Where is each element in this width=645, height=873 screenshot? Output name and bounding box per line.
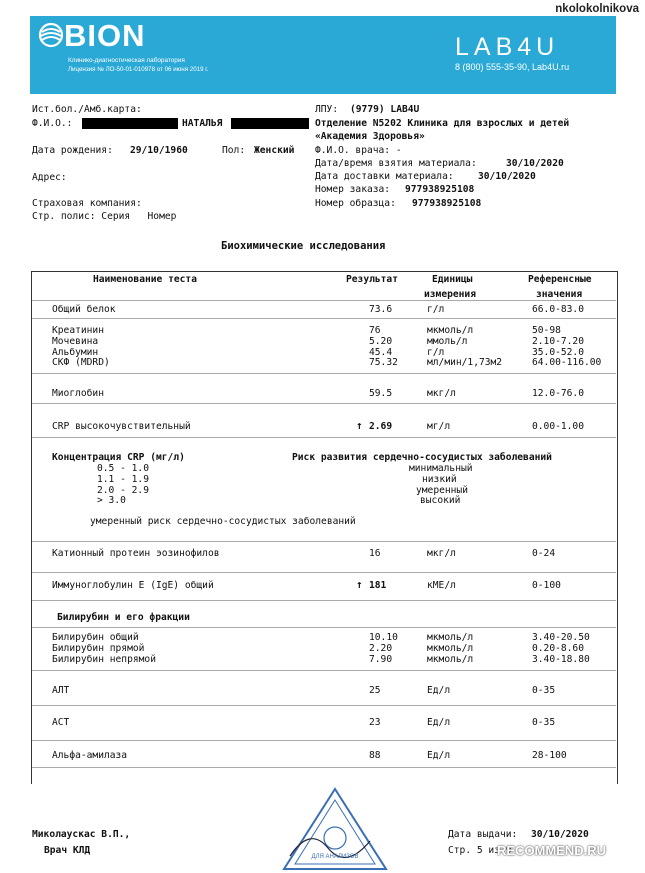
sample-number-label: Номер образца: (315, 198, 396, 209)
doctor-label: Ф.И.О. врача: - (315, 145, 402, 156)
test-unit: кМЕ/л (427, 580, 456, 591)
test-ref: 0-100 (532, 580, 561, 591)
lpu-label: ЛПУ: (315, 104, 339, 115)
row-divider (32, 572, 616, 573)
row-divider (32, 705, 616, 706)
bion-logo-icon (38, 22, 64, 48)
section-title: Биохимические исследования (221, 240, 386, 252)
test-value: 23 (369, 717, 381, 728)
test-name: Билирубин непрямой (52, 654, 156, 665)
test-ref: 0.00-1.00 (532, 421, 584, 432)
test-ref: 28-100 (532, 750, 567, 761)
insurance-label: Страховая компания: (32, 198, 142, 209)
row-divider (32, 403, 616, 404)
lab-stamp-icon (280, 786, 390, 872)
test-ref: 0.20-8.60 (532, 643, 584, 654)
test-unit: мкмоль/л (427, 654, 474, 665)
test-name: Иммуноглобулин Е (IgE) общий (52, 580, 214, 591)
test-ref: 0-35 (532, 685, 556, 696)
test-ref: 2.10-7.20 (532, 336, 584, 347)
test-name: CRP высокочувствительный (52, 421, 191, 432)
test-name: Альбумин (52, 347, 99, 358)
fio-value: НАТАЛЬЯ (182, 118, 223, 129)
crp-risk: высокий (420, 495, 461, 506)
test-value: 2.20 (369, 643, 393, 654)
test-name: Креатинин (52, 325, 104, 336)
test-unit: мкг/л (427, 388, 456, 399)
test-ref: 35.0-52.0 (532, 347, 584, 358)
test-unit: мг/л (427, 421, 451, 432)
column-header-units-1: Единицы (432, 274, 473, 285)
test-ref: 0-24 (532, 548, 556, 559)
bion-subtitle: Клинико-диагностическая лаборатория (68, 57, 185, 64)
test-name: Билирубин общий (52, 632, 139, 643)
stamp-text: ДЛЯ АНАЛИЗОВ (311, 854, 359, 860)
crp-risk-header-conc: Концентрация CRP (мг/л) (52, 452, 185, 463)
test-name: Миоглобин (52, 388, 104, 399)
page-number: Стр. 5 из 9 (448, 845, 512, 856)
bilirubin-section-title: Билирубин и его фракции (57, 612, 190, 623)
row-divider (32, 767, 616, 768)
test-unit: мл/мин/1,73м2 (427, 357, 503, 368)
test-unit: мкмоль/л (427, 643, 474, 654)
department-line-2: «Академия Здоровья» (315, 131, 425, 142)
test-unit: Ед/л (427, 685, 451, 696)
test-name: Катионный протеин эозинофилов (52, 548, 220, 559)
bion-license: Лицензия № ЛО-50-01-010978 от 06 июня 2019 г. (68, 66, 209, 73)
high-flag-arrow: ↑ (356, 578, 363, 591)
fio-label: Ф.И.О.: (32, 118, 73, 129)
address-label: Адрес: (32, 172, 67, 183)
test-name: АЛТ (52, 685, 70, 696)
collect-value: 30/10/2020 (506, 158, 564, 169)
test-value: 45.4 (369, 347, 393, 358)
test-value: 2.69 (369, 421, 393, 432)
test-unit: г/л (427, 304, 445, 315)
crp-risk-header-risk: Риск развития сердечно-сосудистых заболеваний (292, 452, 552, 463)
collect-label: Дата/время взятия материала: (315, 158, 477, 169)
lpu-value: (9779) LAB4U (350, 104, 420, 115)
crp-conclusion: умеренный риск сердечно-сосудистых заболеваний (90, 516, 356, 527)
row-divider (32, 740, 616, 741)
test-value: 88 (369, 750, 381, 761)
test-unit: мкмоль/л (427, 325, 474, 336)
username-watermark: nkolokolnikova (555, 3, 639, 15)
crp-range: 0.5 - 1.0 (97, 463, 149, 474)
test-name: Общий белок (52, 304, 116, 315)
test-unit: мкмоль/л (427, 632, 474, 643)
row-divider (32, 373, 616, 374)
order-number-value: 977938925108 (405, 184, 475, 195)
order-number-label: Номер заказа: (315, 184, 391, 195)
crp-range: 2.0 - 2.9 (97, 485, 149, 496)
issue-date-label: Дата выдачи: (448, 829, 518, 840)
test-value: 16 (369, 548, 381, 559)
issue-date-value: 30/10/2020 (531, 829, 589, 840)
test-name: Мочевина (52, 336, 99, 347)
card-label: Ист.бол./Амб.карта: (32, 104, 142, 115)
test-unit: мкг/л (427, 548, 456, 559)
doctor-name: Миколаускас В.П., (32, 829, 131, 840)
lab4u-logo-text: LAB4U (455, 33, 560, 61)
test-value: 181 (369, 580, 387, 591)
column-header-units-2: измерения (424, 289, 476, 300)
column-header-result: Результат (346, 274, 398, 285)
results-table (31, 271, 618, 784)
crp-risk: умеренный (416, 485, 468, 496)
test-unit: Ед/л (427, 750, 451, 761)
test-name: Альфа-амилаза (52, 750, 128, 761)
test-ref: 3.40-20.50 (532, 632, 590, 643)
dob-label: Дата рождения: (32, 145, 113, 156)
test-value: 75.32 (369, 357, 398, 368)
crp-range: > 3.0 (97, 495, 126, 506)
department-line-1: Отделение N5202 Клиника для взрослых и детей (315, 118, 570, 129)
test-ref: 12.0-76.0 (532, 388, 584, 399)
delivery-value: 30/10/2020 (478, 171, 536, 182)
test-value: 73.6 (369, 304, 393, 315)
test-ref: 0-35 (532, 717, 556, 728)
crp-risk: низкий (422, 474, 457, 485)
sex-label: Пол: (222, 145, 246, 156)
dob-value: 29/10/1960 (130, 145, 188, 156)
crp-risk: минимальный (409, 463, 473, 474)
crp-range: 1.1 - 1.9 (97, 474, 149, 485)
sample-number-value: 977938925108 (412, 198, 482, 209)
test-unit: Ед/л (427, 717, 451, 728)
redaction-bar (82, 118, 178, 129)
row-divider (32, 627, 616, 628)
row-divider (32, 670, 616, 671)
test-name: СКФ (MDRD) (52, 357, 110, 368)
bion-logo-text: BION (64, 18, 146, 53)
test-ref: 50-98 (532, 325, 561, 336)
test-ref: 3.40-18.80 (532, 654, 590, 665)
test-value: 10.10 (369, 632, 398, 643)
recommend-watermark: RECOMMEND.RU (497, 843, 607, 858)
column-header-name: Наименование теста (93, 274, 197, 285)
high-flag-arrow: ↑ (356, 419, 363, 432)
test-value: 7.90 (369, 654, 393, 665)
test-value: 59.5 (369, 388, 393, 399)
row-divider (32, 437, 616, 438)
test-value: 76 (369, 325, 381, 336)
test-ref: 64.00-116.00 (532, 357, 602, 368)
lab4u-contacts: 8 (800) 555-35-90, Lab4U.ru (455, 62, 570, 72)
column-header-ref-1: Референсные (528, 274, 592, 285)
doctor-title: Врач КЛД (44, 845, 91, 856)
test-value: 25 (369, 685, 381, 696)
policy-label: Стр. полис: Серия Номер (32, 211, 177, 222)
test-ref: 66.0-83.0 (532, 304, 584, 315)
sex-value: Женский (254, 145, 295, 156)
test-name: Билирубин прямой (52, 643, 145, 654)
row-divider (32, 318, 616, 319)
delivery-label: Дата доставки материала: (315, 171, 454, 182)
row-divider (32, 600, 616, 601)
test-name: АСТ (52, 717, 70, 728)
test-value: 5.20 (369, 336, 393, 347)
test-unit: ммоль/л (427, 336, 468, 347)
row-divider (32, 541, 616, 542)
row-divider (32, 300, 616, 301)
test-unit: г/л (427, 347, 445, 358)
column-header-ref-2: значения (536, 289, 583, 300)
redaction-bar (231, 118, 309, 129)
